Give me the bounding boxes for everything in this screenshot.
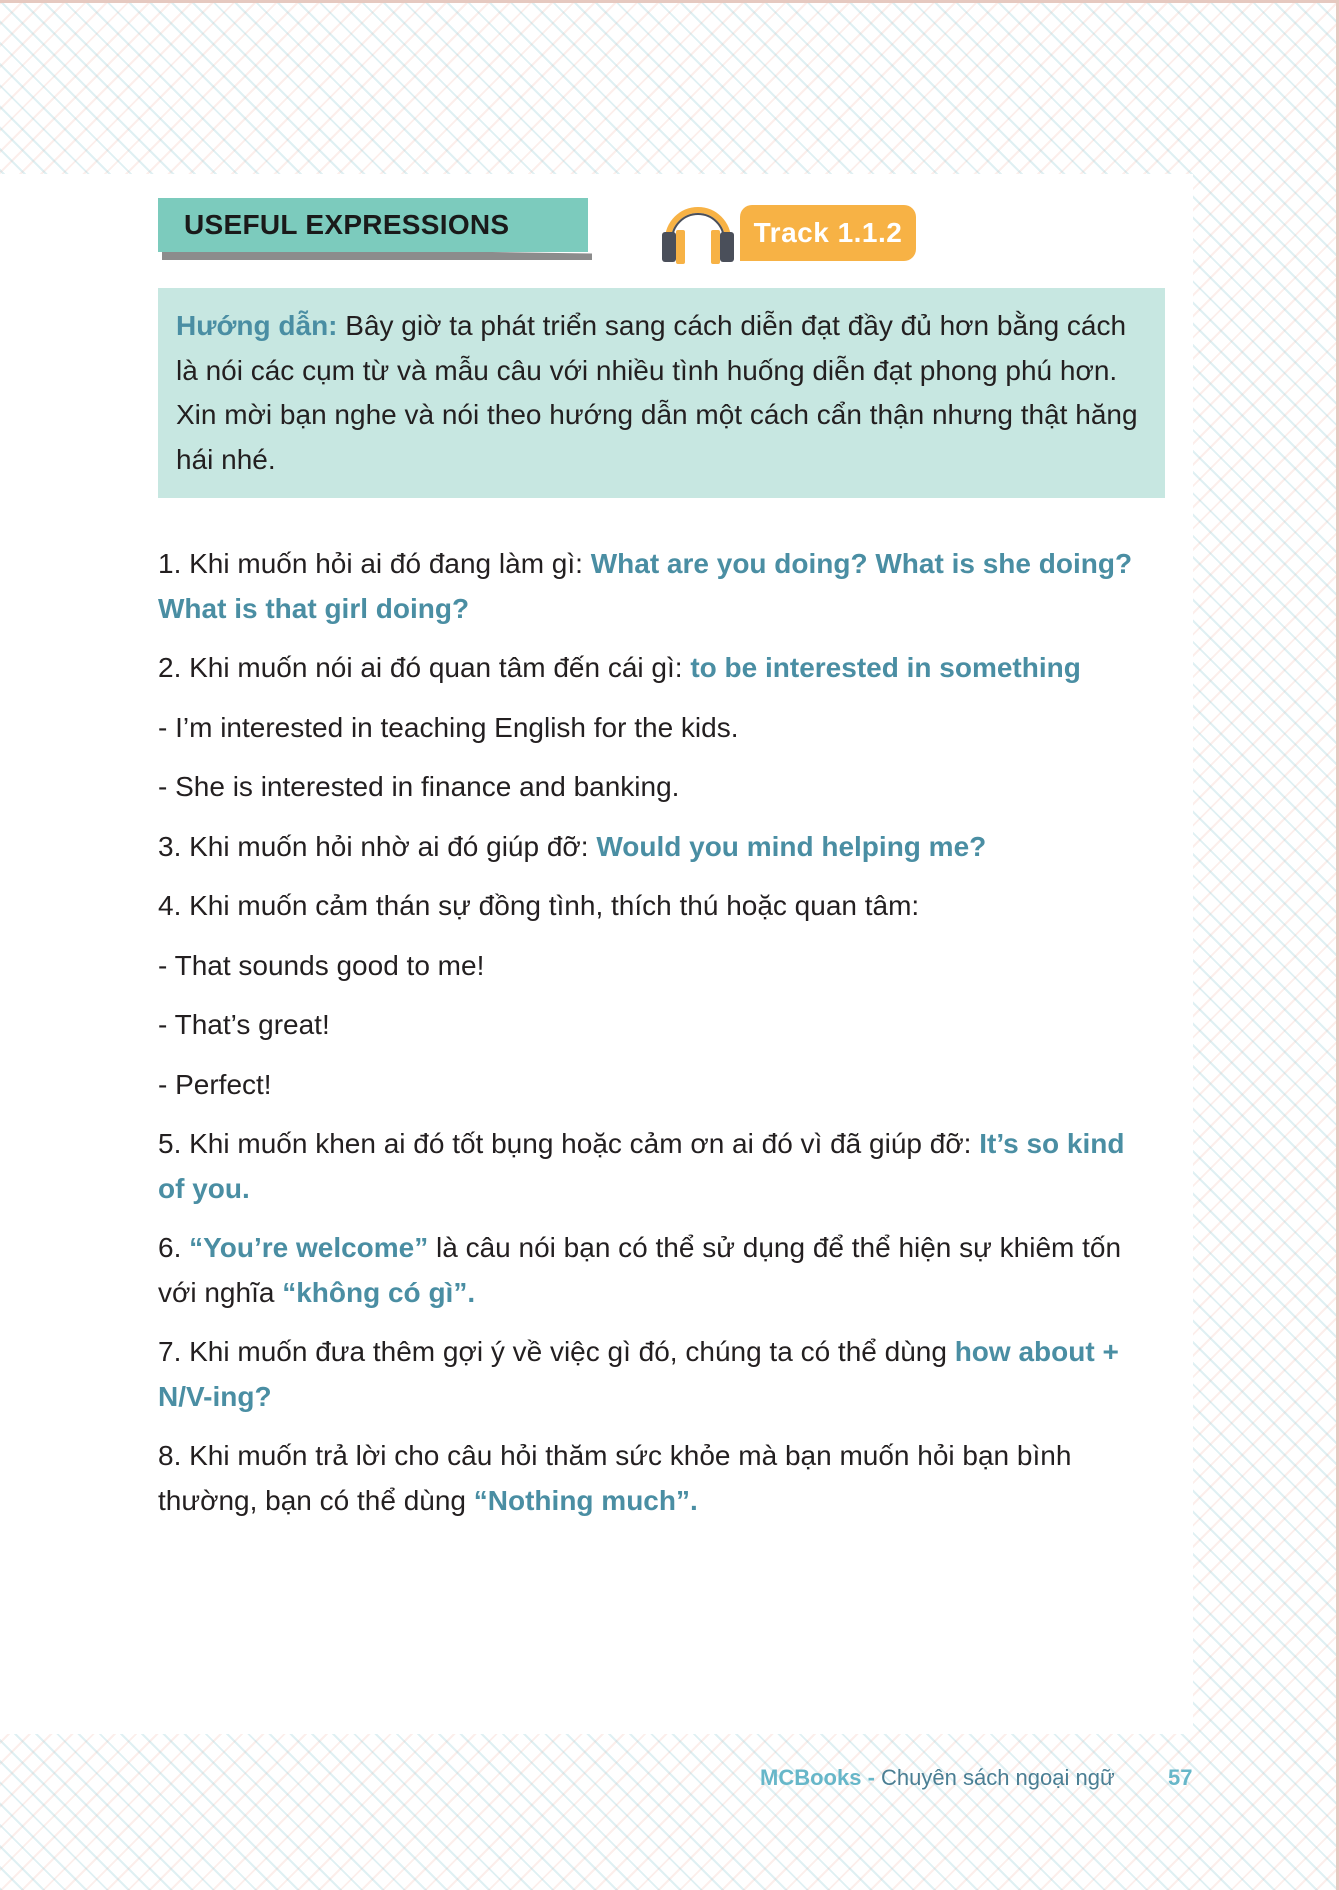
item-expression: to be interested in something bbox=[690, 652, 1081, 683]
section-title: USEFUL EXPRESSIONS bbox=[158, 198, 588, 252]
example-line: - Perfect! bbox=[158, 1068, 272, 1100]
item-text: 2. Khi muốn nói ai đó quan tâm đến cái gì: bbox=[158, 652, 691, 683]
list-item: 4. Khi muốn cảm thán sự đồng tình, thích thú hoặc quan tâm: bbox=[158, 890, 920, 921]
item-expression: “không có gì”. bbox=[282, 1276, 476, 1308]
item-expression: Would you mind helping me? bbox=[596, 830, 987, 862]
item-text: 7. Khi muốn đưa thêm gợi ý về việc gì đó, chúng ta có thể dùng bbox=[158, 1336, 955, 1367]
item-text: 8. Khi muốn trả lời cho câu hỏi thăm sức khỏe mà bạn muốn hỏi bạn bình thường, bạn có thể dùng bbox=[158, 1440, 1072, 1516]
list-item bbox=[158, 1330, 1158, 1419]
instruction-text: Bây giờ ta phát triển sang cách diễn đạt đầy đủ hơn bằng cách là nói các cụm từ và mẫu câu với nhiều tình huống diễn đạt phong phú hơn. Xin mời bạn nghe và nói theo hướng dẫn một cách cẩn thận nhưng thật hăng hái nhé. bbox=[176, 310, 1138, 475]
example-line: - That’s great! bbox=[158, 1009, 330, 1040]
list-item bbox=[158, 1122, 1158, 1211]
item-text: 5. Khi muốn khen ai đó tốt bụng hoặc cảm ơn ai đó vì đã giúp đỡ: bbox=[158, 1128, 980, 1159]
footer-separator: - bbox=[861, 1765, 882, 1790]
item-text: là câu nói bạn có thể sử dụng để thể hiện sự khiêm tốn với nghĩa bbox=[158, 1232, 1122, 1308]
item-text: 1. Khi muốn hỏi ai đó đang làm gì: bbox=[158, 548, 591, 579]
list-item bbox=[158, 825, 1158, 870]
example-line: - I’m interested in teaching English for the kids. bbox=[158, 711, 739, 743]
item-expression: What are you doing? What is she doing? What is that girl doing? bbox=[158, 548, 1133, 624]
instruction-label: Hướng dẫn: bbox=[176, 310, 338, 341]
footer bbox=[760, 1760, 1115, 1796]
section-header bbox=[158, 198, 588, 260]
list-item bbox=[158, 542, 1158, 631]
list-item bbox=[158, 646, 1158, 691]
item-text: 3. Khi muốn hỏi nhờ ai đó giúp đỡ: bbox=[158, 830, 597, 862]
item-expression: “Nothing much”. bbox=[473, 1484, 698, 1516]
page-number: 57 bbox=[1168, 1765, 1193, 1790]
top-edge-line bbox=[0, 0, 1339, 3]
list-item bbox=[158, 1434, 1158, 1523]
item-expression: It’s so kind of you. bbox=[158, 1128, 1125, 1204]
item-expression: “You’re welcome” bbox=[189, 1232, 429, 1263]
headphones-icon[interactable] bbox=[660, 190, 736, 264]
footer-brand: MCBooks bbox=[760, 1765, 862, 1790]
list-item bbox=[158, 1226, 1158, 1315]
item-expression: how about + N/V-ing? bbox=[158, 1336, 1119, 1412]
expression-list bbox=[158, 542, 1158, 1538]
track-badge[interactable]: Track 1.1.2 bbox=[740, 205, 916, 261]
instruction-box bbox=[158, 288, 1165, 498]
item-number: 6. bbox=[158, 1232, 190, 1263]
footer-tagline: Chuyên sách ngoại ngữ bbox=[881, 1765, 1115, 1790]
example-line: - That sounds good to me! bbox=[158, 949, 485, 981]
example-line: - She is interested in finance and banking. bbox=[158, 771, 680, 802]
